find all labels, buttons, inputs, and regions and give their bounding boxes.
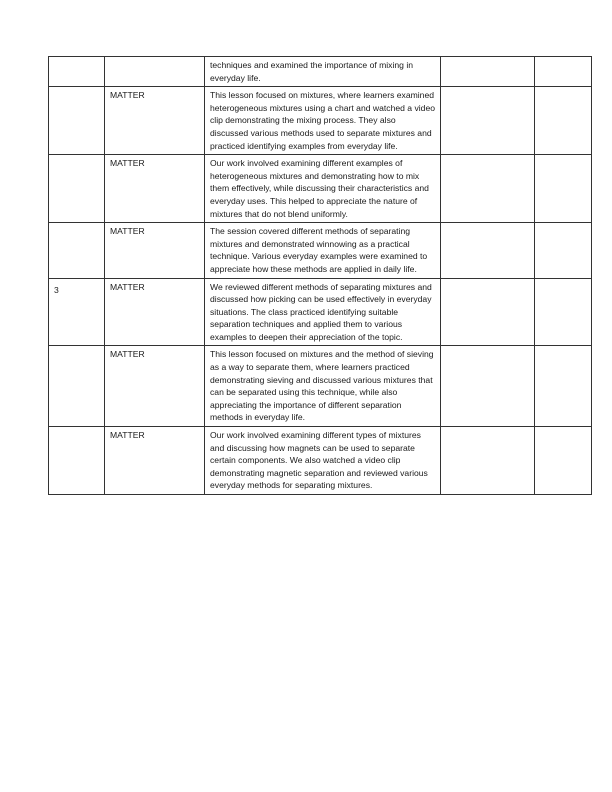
empty-cell [535, 223, 592, 278]
week-cell [49, 346, 105, 427]
table-row [49, 346, 592, 427]
empty-cell [535, 87, 592, 155]
strand-cell: MATTER [105, 427, 205, 495]
table-row [49, 87, 592, 155]
empty-cell [535, 427, 592, 495]
week-cell [49, 427, 105, 495]
strand-cell: MATTER [105, 346, 205, 427]
description-cell: This lesson focused on mixtures and the method of sieving as a way to separate them, where learners practiced demonstrating sieving and discussed various mixtures that can be separated using this technique, while also appreciating the importance of different separation methods in everyday life. [205, 346, 441, 427]
empty-cell [535, 57, 592, 87]
description-cell: We reviewed different methods of separating mixtures and discussed how picking can be used effectively in everyday situations. The class practiced identifying suitable separation techniques and applied them to various examples to deepen their appreciation of the topic. [205, 278, 441, 346]
week-cell [49, 87, 105, 155]
description-cell: Our work involved examining different examples of heterogeneous mixtures and demonstrating how to mix them effectively, while discussing their characteristics and everyday uses. This helped to appreciate the nature of mixtures that do not blend uniformly. [205, 155, 441, 223]
empty-cell [441, 155, 535, 223]
strand-cell: MATTER [105, 223, 205, 278]
table-row [49, 223, 592, 278]
week-cell [49, 223, 105, 278]
description-cell: This lesson focused on mixtures, where learners examined heterogeneous mixtures using a chart and watched a video clip demonstrating the mixing process. They also discussed various methods used to separate mixtures and practiced identifying examples from everyday life. [205, 87, 441, 155]
empty-cell [441, 87, 535, 155]
week-cell [49, 278, 105, 346]
table-row [49, 57, 592, 87]
empty-cell [441, 346, 535, 427]
strand-cell: MATTER [105, 278, 205, 346]
empty-cell [441, 427, 535, 495]
empty-cell [535, 278, 592, 346]
strand-cell: MATTER [105, 87, 205, 155]
lesson-log-table [48, 56, 592, 495]
strand-cell: MATTER [105, 155, 205, 223]
week-number: 3 [54, 284, 59, 295]
description-cell: The session covered different methods of separating mixtures and demonstrated winnowing as a practical technique. Various everyday examples were examined to appreciate how these methods are applied in daily life. [205, 223, 441, 278]
description-cell: techniques and examined the importance of mixing in everyday life. [205, 57, 441, 87]
week-cell [49, 155, 105, 223]
empty-cell [441, 57, 535, 87]
description-cell: Our work involved examining different types of mixtures and discussing how magnets can be used to separate certain components. We also watched a video clip demonstrating magnetic separation and reviewed various everyday methods for separating mixtures. [205, 427, 441, 495]
empty-cell [441, 278, 535, 346]
table-row [49, 278, 592, 346]
empty-cell [441, 223, 535, 278]
empty-cell [535, 346, 592, 427]
table-row [49, 155, 592, 223]
strand-cell [105, 57, 205, 87]
table-row [49, 427, 592, 495]
empty-cell [535, 155, 592, 223]
week-cell [49, 57, 105, 87]
